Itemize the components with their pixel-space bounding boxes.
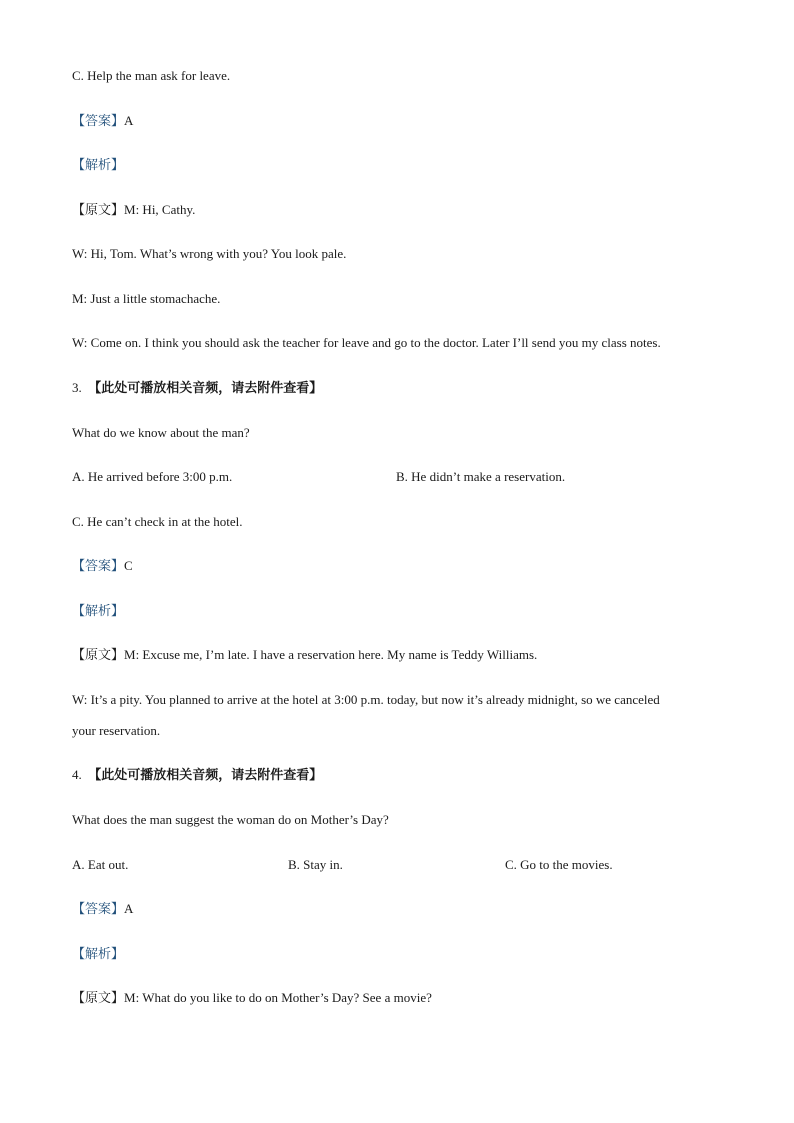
question-number: 3. bbox=[72, 380, 82, 395]
audio-note[interactable]: 【此处可播放相关音频，请去附件查看】 bbox=[88, 381, 323, 396]
q4-option-b[interactable]: B. Stay in. bbox=[288, 857, 343, 872]
q4-analysis-tag bbox=[72, 946, 124, 963]
q2-transcript-line-4: W: Come on. I think you should ask the teacher for leave and go to the doctor. Later I’ll send you my class notes. bbox=[72, 335, 661, 350]
q4-option-c[interactable]: C. Go to the movies. bbox=[505, 857, 613, 872]
transcript-text: M: Excuse me, I’m late. I have a reservation here. My name is Teddy Williams. bbox=[124, 647, 538, 662]
answer-tag: 【答案】 bbox=[72, 559, 125, 574]
q2-analysis-tag bbox=[72, 157, 124, 174]
transcript-text: M: Hi, Cathy. bbox=[124, 202, 196, 217]
q2-transcript-line-1 bbox=[72, 202, 195, 218]
q3-question: What do we know about the man? bbox=[72, 425, 250, 440]
q4-question: What does the man suggest the woman do on Mother’s Day? bbox=[72, 812, 389, 827]
answer-tag: 【答案】 bbox=[72, 902, 125, 917]
q4-option-a[interactable]: A. Eat out. bbox=[72, 857, 129, 872]
q3-analysis-tag bbox=[72, 603, 124, 620]
q4-answer-row bbox=[72, 901, 133, 918]
q3-header bbox=[72, 380, 322, 397]
answer-value: A bbox=[124, 113, 134, 128]
analysis-tag: 【解析】 bbox=[72, 158, 125, 173]
q4-transcript-line-1 bbox=[72, 990, 432, 1006]
answer-tag: 【答案】 bbox=[72, 114, 125, 129]
answer-value: A bbox=[124, 901, 134, 916]
analysis-tag: 【解析】 bbox=[72, 604, 125, 619]
q2-answer-row bbox=[72, 113, 133, 130]
transcript-tag: 【原文】 bbox=[72, 990, 125, 1005]
q2-transcript-line-3: M: Just a little stomachache. bbox=[72, 291, 221, 306]
q3-transcript-line-2: W: It’s a pity. You planned to arrive at the hotel at 3:00 p.m. today, but now it’s already midnight, so we canceled bbox=[72, 692, 660, 707]
q3-answer-row bbox=[72, 558, 133, 575]
transcript-text: M: What do you like to do on Mother’s Day? See a movie? bbox=[124, 990, 432, 1005]
q3-option-a[interactable]: A. He arrived before 3:00 p.m. bbox=[72, 469, 233, 484]
q3-option-c[interactable]: C. He can’t check in at the hotel. bbox=[72, 514, 243, 529]
question-number: 4. bbox=[72, 767, 82, 782]
q3-transcript-line-3: your reservation. bbox=[72, 723, 161, 738]
q4-header bbox=[72, 767, 322, 784]
answer-value: C bbox=[124, 558, 133, 573]
q3-option-b[interactable]: B. He didn’t make a reservation. bbox=[396, 469, 566, 484]
q2-transcript-line-2: W: Hi, Tom. What’s wrong with you? You look pale. bbox=[72, 246, 347, 261]
analysis-tag: 【解析】 bbox=[72, 947, 125, 962]
transcript-tag: 【原文】 bbox=[72, 647, 125, 662]
audio-note[interactable]: 【此处可播放相关音频，请去附件查看】 bbox=[88, 768, 323, 783]
transcript-tag: 【原文】 bbox=[72, 202, 125, 217]
q2-option-c: C. Help the man ask for leave. bbox=[72, 68, 231, 83]
q3-transcript-line-1 bbox=[72, 647, 537, 663]
